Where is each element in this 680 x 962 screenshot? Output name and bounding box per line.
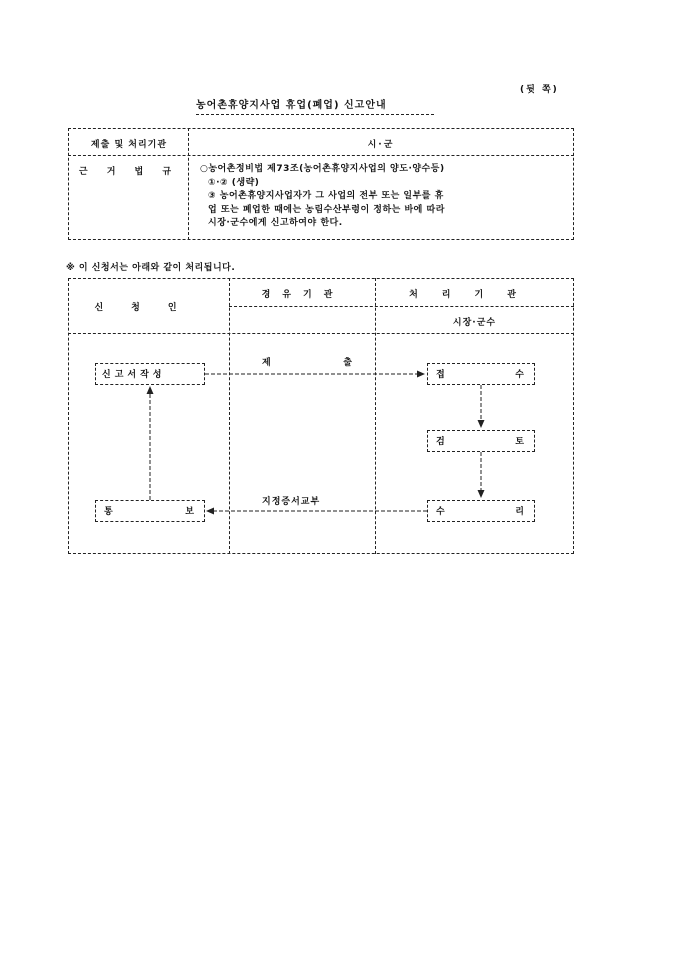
legal-basis-label: 근 거 법 규 <box>78 167 180 177</box>
node-receive-char: 접 <box>436 370 445 380</box>
node-write-report: 신고서작성 <box>95 363 205 385</box>
node-review-char: 토 <box>515 437 524 447</box>
page-title: 농어촌휴양지사업 휴업(폐업) 신고안내 <box>196 100 387 111</box>
arrowhead-down <box>478 420 485 428</box>
node-review-char: 검 <box>436 437 445 447</box>
header-applicant: 신청인 <box>94 303 205 313</box>
node-notify-char: 보 <box>185 507 194 517</box>
submission-authority-label: 제출 및 처리기관 <box>90 140 168 150</box>
legal-basis-line: ①·② (생략) <box>208 177 260 188</box>
back-page-note: (뒷 쪽) <box>520 85 559 95</box>
header-mayor-governor: 시장·군수 <box>452 318 497 328</box>
header-via-agency: 경유기관 <box>261 290 345 300</box>
arrowhead-right <box>417 371 425 378</box>
label-certificate-issue: 지정증서교부 <box>262 497 321 507</box>
legal-basis-line: 업 또는 폐업한 때에는 농림수산부령이 정하는 바에 따라 <box>208 204 445 215</box>
label-submit-char: 출 <box>343 358 352 368</box>
process-note: ※ 이 신청서는 아래와 같이 처리됩니다. <box>66 263 236 273</box>
submission-authority-value: 시·군 <box>367 140 395 150</box>
arrowhead-down <box>478 490 485 498</box>
node-accept-char: 수 <box>436 507 445 517</box>
label-submit-char: 제 <box>262 358 271 368</box>
header-processing-agency: 처리기관 <box>409 290 540 300</box>
node-notify-char: 통 <box>104 507 113 517</box>
arrowhead-up <box>147 386 154 394</box>
legal-basis-line: ○농어촌정비법 제73조(농어촌휴양지사업의 양도·양수등) <box>200 164 445 174</box>
arrowhead-left <box>206 508 214 515</box>
node-receive-char: 수 <box>515 370 524 380</box>
node-accept-char: 리 <box>515 507 524 517</box>
legal-basis-line: 시장·군수에게 신고하여야 한다. <box>208 218 343 228</box>
legal-basis-line: ③ 농어촌휴양지사업자가 그 사업의 전부 또는 일부를 휴 <box>208 191 444 201</box>
